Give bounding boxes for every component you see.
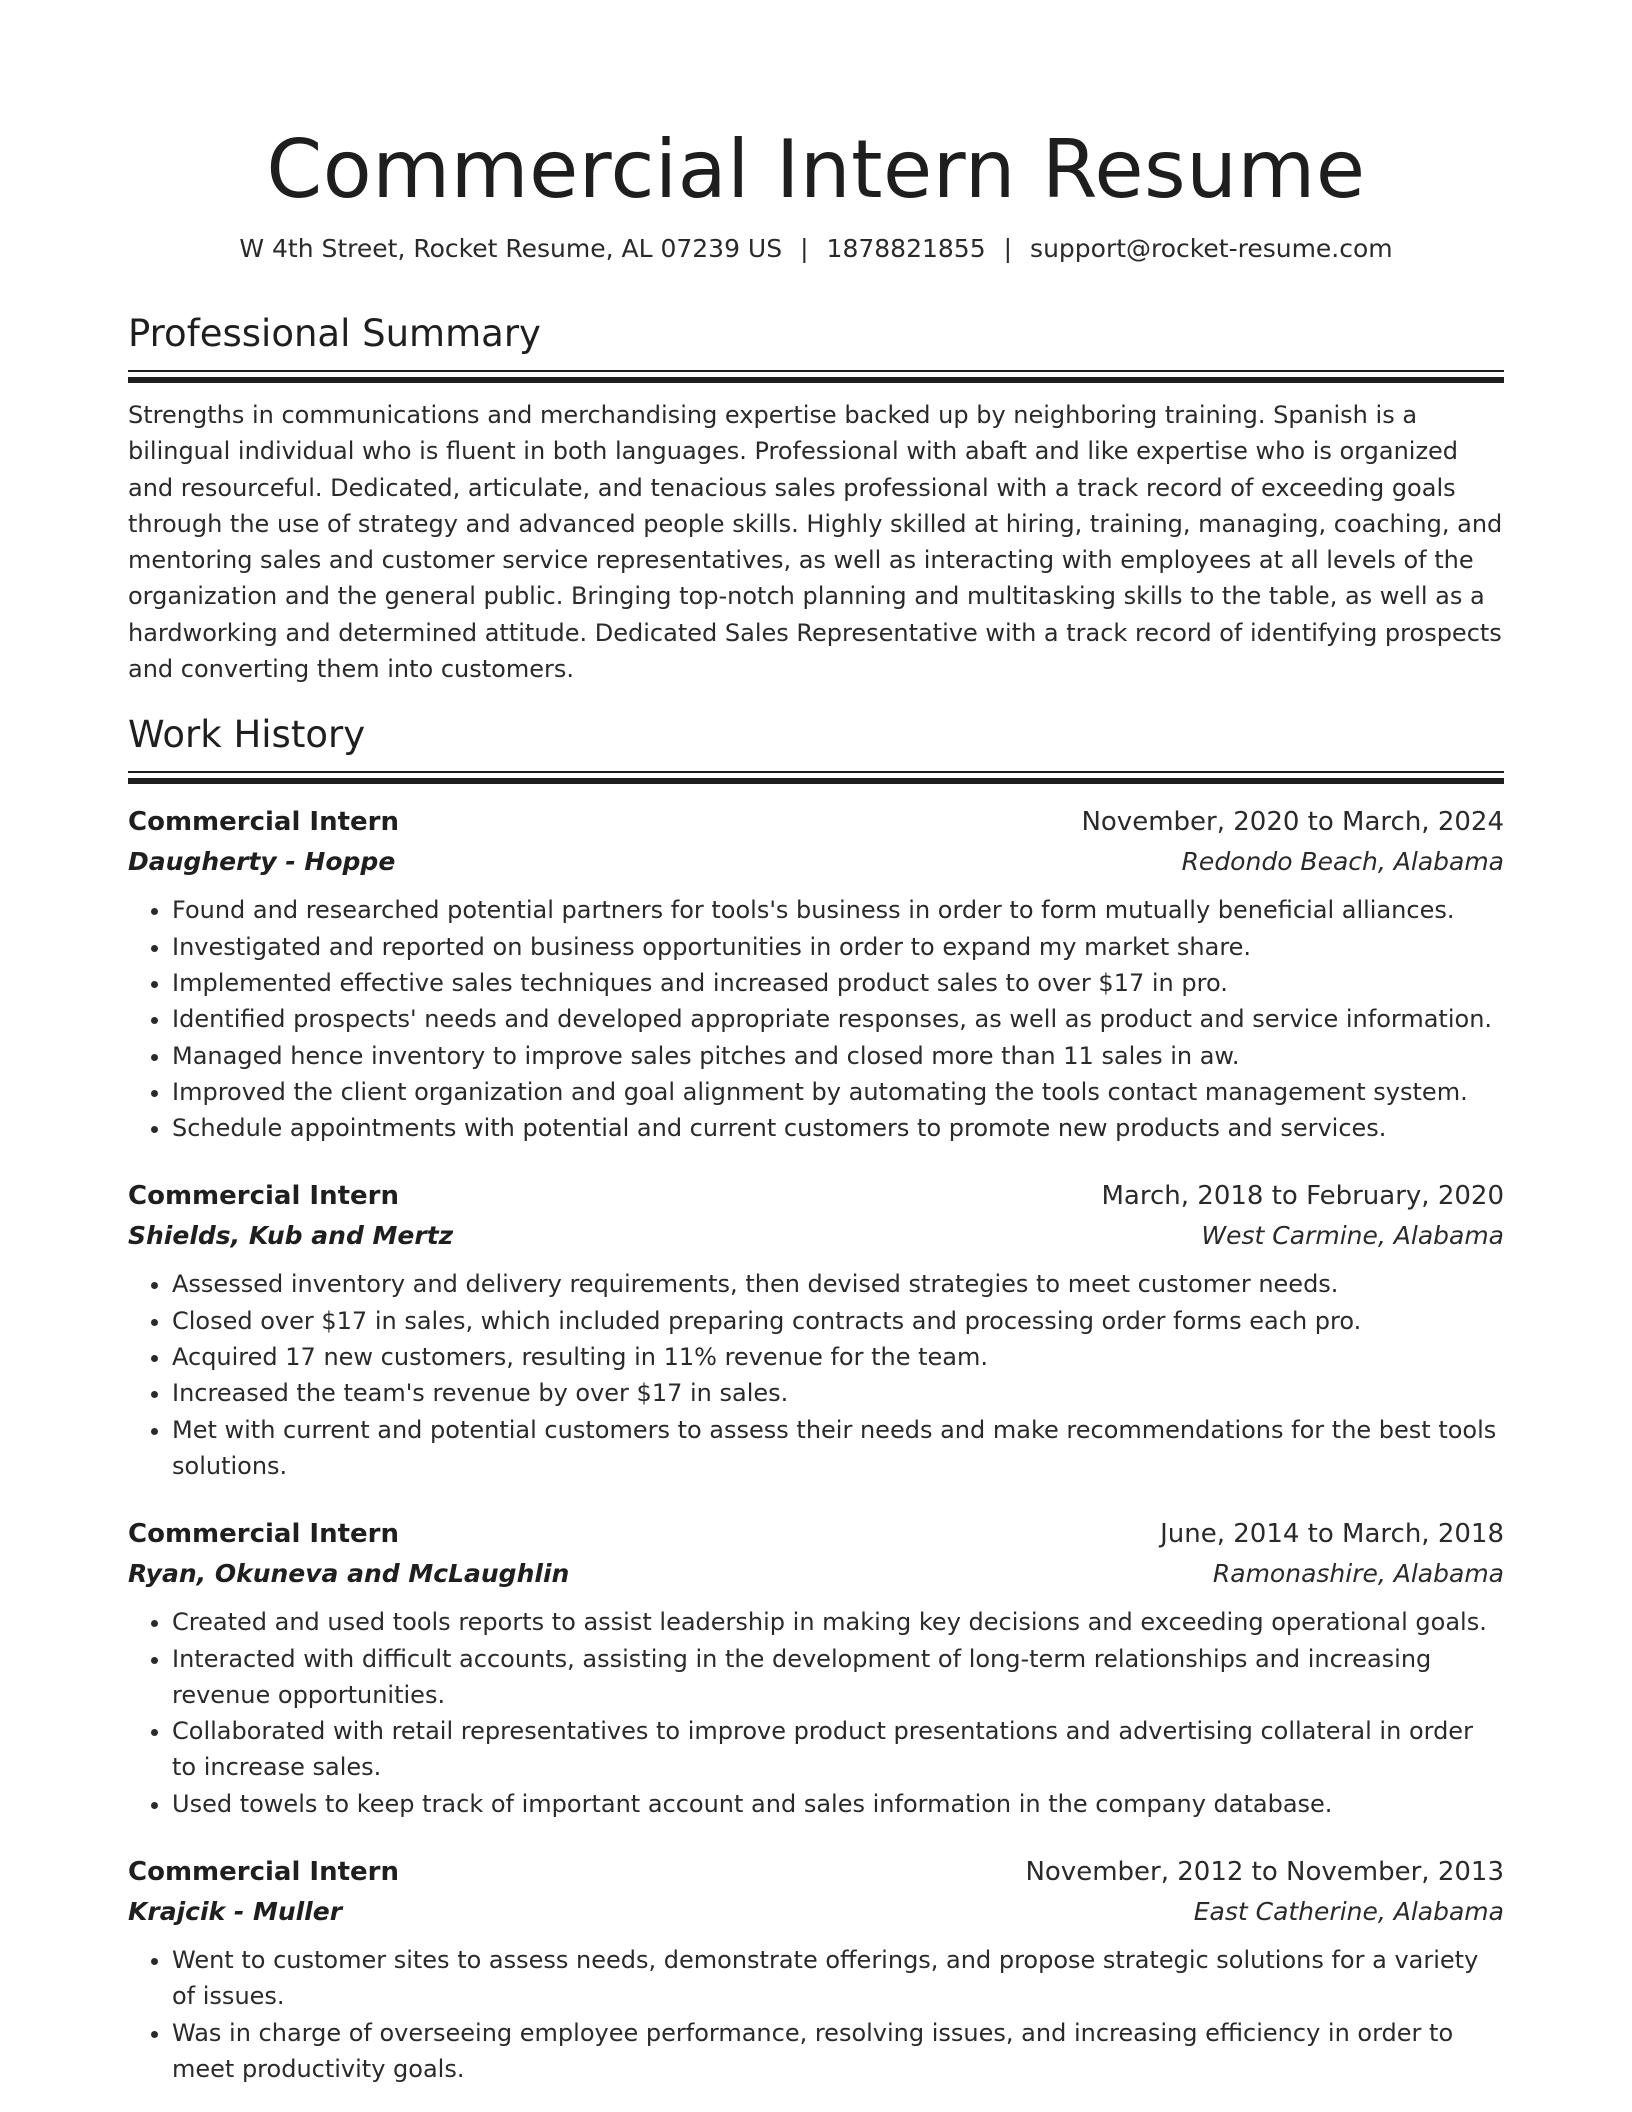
job-list bbox=[128, 802, 1504, 2087]
job-bullet-list bbox=[128, 1266, 1504, 1484]
resume-page bbox=[128, 0, 1504, 2087]
section-divider bbox=[128, 771, 1504, 784]
job-bullet-list bbox=[128, 892, 1504, 1146]
job-bullet: • Closed over $17 in sales, which included preparing contracts and processing order forms each pro. bbox=[172, 1303, 1504, 1339]
job-entry bbox=[128, 1852, 1504, 2087]
job-location: Ramonashire, Alabama bbox=[1212, 1559, 1504, 1589]
job-bullet: • Assessed inventory and delivery requirements, then devised strategies to meet customer needs. bbox=[172, 1266, 1504, 1302]
job-bullet: • Went to customer sites to assess needs, demonstrate offerings, and propose strategic solutions for a variety of issues. bbox=[172, 1942, 1504, 2015]
job-bullet: • Acquired 17 new customers, resulting in 11% revenue for the team. bbox=[172, 1339, 1504, 1375]
job-bullet-list bbox=[128, 1942, 1504, 2087]
job-location: East Catherine, Alabama bbox=[1193, 1897, 1504, 1927]
job-header-row bbox=[128, 1514, 1504, 1554]
summary-text: Strengths in communications and merchandising expertise backed up by neighboring training. Spanish is a bilingual individual who is fluent in both languages. Professional with abaft and like expertise who is organized and resourceful. Dedicated, articulate, and tenacious sales professional with a track record of exceeding goals through the use of strategy and advanced people skills. Highly skilled at hiring, training, managing, coaching, and mentoring sales and customer service representatives, as well as interacting with employees at all levels of the organization and the general public. Bringing top-notch planning and multitasking skills to the table, as well as a hardworking and determined attitude. Dedicated Sales Representative with a track record of identifying prospects and converting them into customers. bbox=[128, 401, 1503, 684]
job-bullet: • Identified prospects' needs and developed appropriate responses, as well as product and service information. bbox=[172, 1001, 1504, 1037]
job-entry bbox=[128, 802, 1504, 1146]
job-title: Commercial Intern bbox=[128, 807, 399, 838]
job-bullet: • Created and used tools reports to assist leadership in making key decisions and exceeding operational goals. bbox=[172, 1604, 1504, 1640]
contact-separator: | bbox=[1003, 234, 1013, 263]
contact-phone: 1878821855 bbox=[826, 234, 986, 263]
job-header-row bbox=[128, 802, 1504, 842]
job-dates: June, 2014 to March, 2018 bbox=[1160, 1519, 1504, 1550]
summary-heading: Professional Summary bbox=[128, 312, 541, 355]
contact-email[interactable]: support@rocket-resume.com bbox=[1030, 234, 1393, 263]
job-company-row bbox=[128, 1554, 1504, 1594]
job-company-row bbox=[128, 1892, 1504, 1932]
work-history-heading: Work History bbox=[128, 713, 366, 757]
job-dates: March, 2018 to February, 2020 bbox=[1101, 1181, 1504, 1212]
job-bullet: • Improved the client organization and goal alignment by automating the tools contact management system. bbox=[172, 1074, 1504, 1110]
job-bullet: • Managed hence inventory to improve sales pitches and closed more than 11 sales in aw. bbox=[172, 1038, 1504, 1074]
job-title: Commercial Intern bbox=[128, 1857, 399, 1888]
job-dates: November, 2020 to March, 2024 bbox=[1081, 807, 1504, 838]
job-company: Krajcik - Muller bbox=[128, 1897, 343, 1927]
job-company: Ryan, Okuneva and McLaughlin bbox=[128, 1559, 570, 1589]
job-company: Shields, Kub and Mertz bbox=[128, 1221, 454, 1251]
job-bullet: • Interacted with difficult accounts, assisting in the development of long-term relationships and increasing revenue opportunities. bbox=[172, 1641, 1504, 1714]
job-bullet: • Met with current and potential customers to assess their needs and make recommendations for the best tools solutions. bbox=[172, 1412, 1504, 1485]
job-bullet: • Increased the team's revenue by over $17 in sales. bbox=[172, 1375, 1504, 1411]
contact-line bbox=[128, 232, 1504, 266]
job-bullet: • Collaborated with retail representatives to improve product presentations and advertising collateral in order to increase sales. bbox=[172, 1713, 1504, 1786]
job-bullet: • Investigated and reported on business opportunities in order to expand my market share. bbox=[172, 929, 1504, 965]
job-bullet: • Schedule appointments with potential and current customers to promote new products and services. bbox=[172, 1110, 1504, 1146]
job-entry bbox=[128, 1514, 1504, 1822]
job-company-row bbox=[128, 842, 1504, 882]
job-bullet: • Implemented effective sales techniques and increased product sales to over $17 in pro. bbox=[172, 965, 1504, 1001]
job-company: Daugherty - Hoppe bbox=[128, 847, 396, 877]
job-bullet: • Found and researched potential partners for tools's business in order to form mutually beneficial alliances. bbox=[172, 892, 1504, 928]
section-divider bbox=[128, 370, 1504, 383]
job-header-row bbox=[128, 1852, 1504, 1892]
contact-address: W 4th Street, Rocket Resume, AL 07239 US bbox=[239, 234, 783, 263]
resume-title: Commercial Intern Resume bbox=[266, 123, 1366, 216]
job-location: Redondo Beach, Alabama bbox=[1181, 847, 1504, 877]
job-company-row bbox=[128, 1216, 1504, 1256]
contact-separator: | bbox=[800, 234, 809, 263]
job-bullet: • Was in charge of overseeing employee performance, resolving issues, and increasing efficiency in order to meet productivity goals. bbox=[172, 2015, 1504, 2088]
summary-section bbox=[128, 310, 1504, 687]
job-location: West Carmine, Alabama bbox=[1201, 1221, 1504, 1251]
job-bullet: • Used towels to keep track of important account and sales information in the company database. bbox=[172, 1786, 1504, 1822]
job-dates: November, 2012 to November, 2013 bbox=[1025, 1857, 1504, 1888]
job-entry bbox=[128, 1176, 1504, 1484]
work-history-section bbox=[128, 711, 1504, 2087]
job-header-row bbox=[128, 1176, 1504, 1216]
job-title: Commercial Intern bbox=[128, 1181, 399, 1212]
job-title: Commercial Intern bbox=[128, 1519, 399, 1550]
job-bullet-list bbox=[128, 1604, 1504, 1822]
